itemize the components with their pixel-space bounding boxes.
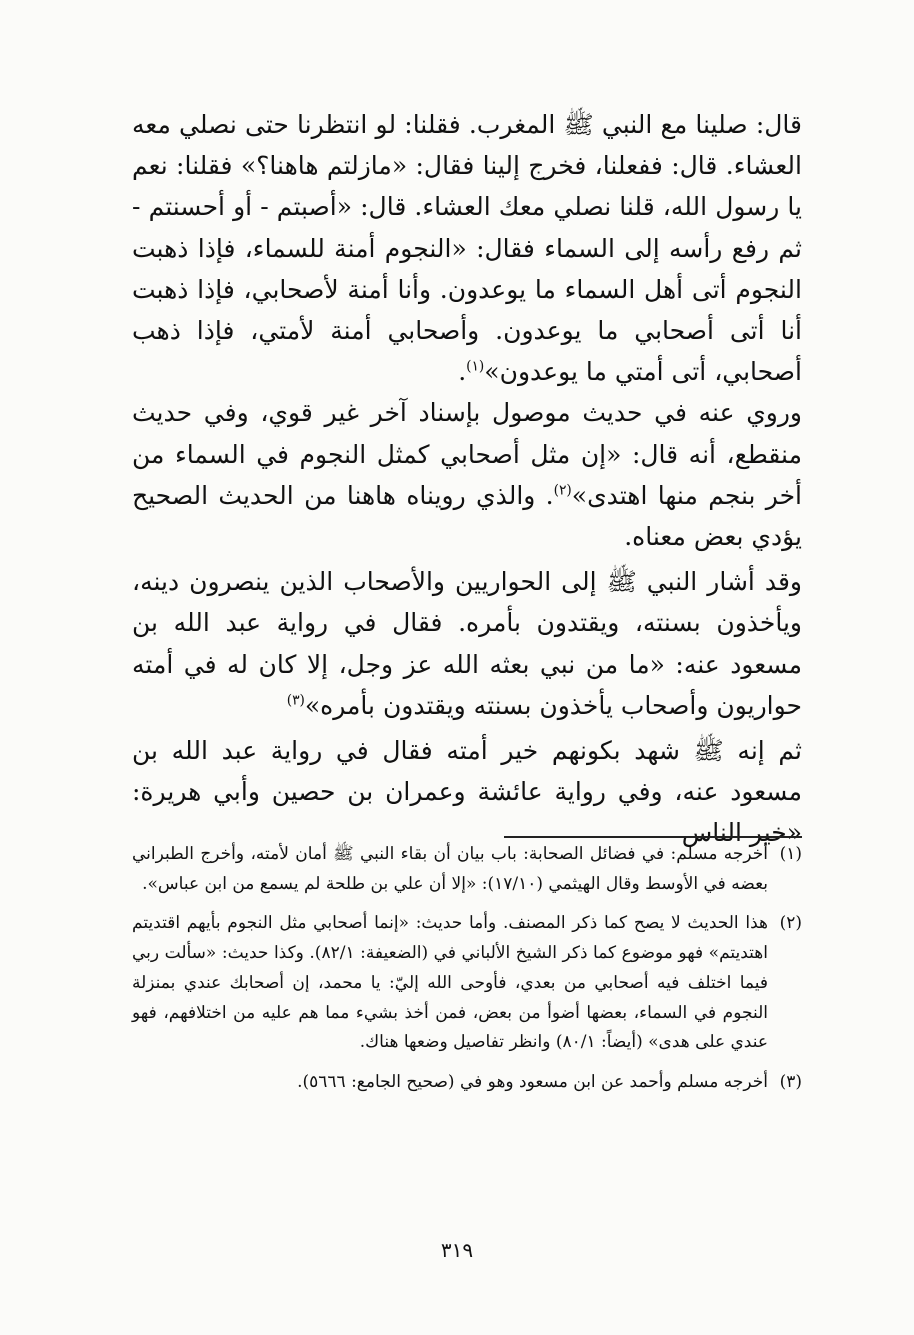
footnote-ref-3: (٣) (286, 692, 305, 709)
paragraph-1-end: . (458, 357, 467, 387)
paragraph-2-end: . والذي رويناه هاهنا من الحديث الصحيح يؤدي بعض معناه. (132, 480, 802, 552)
footnote-number: (٣) (779, 1071, 802, 1092)
footnote-3 (132, 1068, 802, 1098)
paragraph-3 (132, 561, 802, 726)
footnote-1 (132, 840, 802, 899)
footnote-divider (504, 836, 802, 838)
footnote-text: هذا الحديث لا يصح كما ذكر المصنف. وأما حديث: «إنما أصحابي مثل النجوم بأيهم اقتديتم اهتديتم» فهو موضوع كما ذكر الشيخ الألباني في (الضعيفة: ٨٢/١). وكذا حديث: «سألت ربي فيما اختلف فيه أصحابي من بعدي، فأوحى الله إليّ: يا محمد، إن أصحابك عندي بمنزلة النجوم في السماء، بعضها أضوأ من بعض، فمن أخذ بشيء مما هم عليه من اختلافهم، فهو عندي على هدى» (أيضاً: ٨٠/١) وانظر تفاصيل وضعها هناك. (132, 913, 769, 1053)
footnote-number: (٢) (779, 913, 802, 934)
footnotes (132, 840, 802, 1098)
footnote-text: أخرجه مسلم وأحمد عن ابن مسعود وهو في (صحيح الجامع: ٥٦٦٦). (297, 1071, 768, 1092)
footnote-text: أخرجه مسلم: في فضائل الصحابة: باب بيان أن بقاء النبي ﷺ أمان لأمته، وأخرج الطبراني بعضه في الأوسط وقال الهيثمي (١٧/١٠): «إلا أن علي بن طلحة لم يسمع من ابن عباس». (132, 844, 768, 894)
paragraph-1 (132, 104, 802, 392)
footnote-number: (١) (779, 844, 802, 864)
paragraph-4-text: ثم إنه ﷺ شهد بكونهم خير أمته فقال في رواية عبد الله بن مسعود عنه، وفي رواية عائشة وعمران بن حصين وأبي هريرة: «خير الناس (132, 736, 802, 848)
paragraph-2-text: وروي عنه في حديث موصول بإسناد آخر غير قوي، وفي حديث منقطع، أنه قال: «إن مثل أصحابي كمثل النجوم في السماء من أخر بنجم منها اهتدى» (132, 398, 803, 510)
paragraph-1-text: قال: صلينا مع النبي ﷺ المغرب. فقلنا: لو انتظرنا حتى نصلي معه العشاء. قال: ففعلنا، فخرج إلينا فقال: «مازلتم هاهنا؟» فقلنا: نعم يا رسول الله، قلنا نصلي معك العشاء. قال: «أصبتم - أو أحسنتم - ثم رفع رأسه إلى السماء فقال: «النجوم أمنة للسماء، فإذا ذهبت النجوم أتى أهل السماء ما يوعدون. وأنا أمنة لأصحابي، فإذا ذهبت أنا أتى أصحابي ما يوعدون. وأصحابي أمنة لأمتي، فإذا ذهب أصحابي، أتى أمتي ما يوعدون» (132, 110, 802, 387)
footnote-2 (132, 909, 802, 1058)
footnote-ref-2: (٢) (553, 482, 572, 499)
footnote-ref-1: (١) (466, 358, 485, 375)
main-text (132, 104, 802, 854)
page-number: ٣١٩ (440, 1238, 474, 1262)
paragraph-2 (132, 392, 802, 557)
paragraph-3-text: وقد أشار النبي ﷺ إلى الحواريين والأصحاب الذين ينصرون دينه، ويأخذون بسنته، ويقتدون بأمره. فقال في رواية عبد الله بن مسعود عنه: «ما من نبي بعثه الله عز وجل، إلا كان له في أمته حواريون وأصحاب يأخذون بسنته ويقتدون بأمره» (132, 567, 802, 720)
